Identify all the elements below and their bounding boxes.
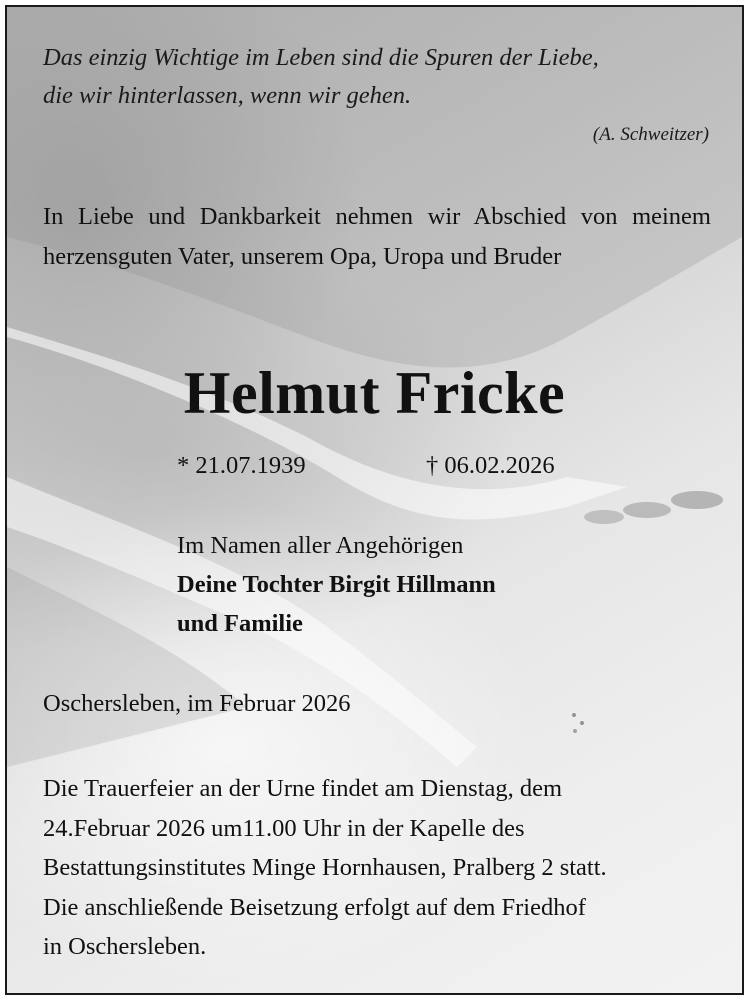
place-date: Oschersleben, im Februar 2026 [43, 690, 351, 717]
signature-name: Deine Tochter Birgit Hillmann [177, 571, 496, 598]
funeral-line: Die Trauerfeier an der Urne findet am Dienstag, dem [43, 775, 563, 802]
signature-line: Im Namen aller Angehörigen [177, 532, 464, 559]
quote-line: Das einzig Wichtige im Leben sind die Spuren der Liebe, [43, 44, 599, 71]
quote-author: (A. Schweitzer) [592, 124, 709, 145]
birth-date: * 21.07.1939 [177, 452, 306, 479]
funeral-details [43, 769, 711, 967]
funeral-line: in Oschersleben. [43, 933, 207, 960]
death-date: † 06.02.2026 [426, 452, 555, 479]
funeral-line: Die anschließende Beisetzung erfolgt auf dem Friedhof [43, 893, 586, 921]
signature-family: und Familie [177, 610, 303, 637]
quote [43, 39, 709, 115]
funeral-line: Bestattungsinstitutes Minge Hornhausen, Pralberg 2 statt. [43, 854, 607, 881]
deceased-name: Helmut Fricke [183, 360, 566, 426]
intro-text: In Liebe und Dankbarkeit nehmen wir Abschied von meinem herzensguten Vater, unserem Opa, Uropa und Bruder [43, 203, 711, 270]
obituary-notice [5, 5, 744, 995]
funeral-line: 24.Februar 2026 um11.00 Uhr in der Kapelle des [43, 814, 525, 842]
quote-line: die wir hinterlassen, wenn wir gehen. [43, 82, 412, 109]
